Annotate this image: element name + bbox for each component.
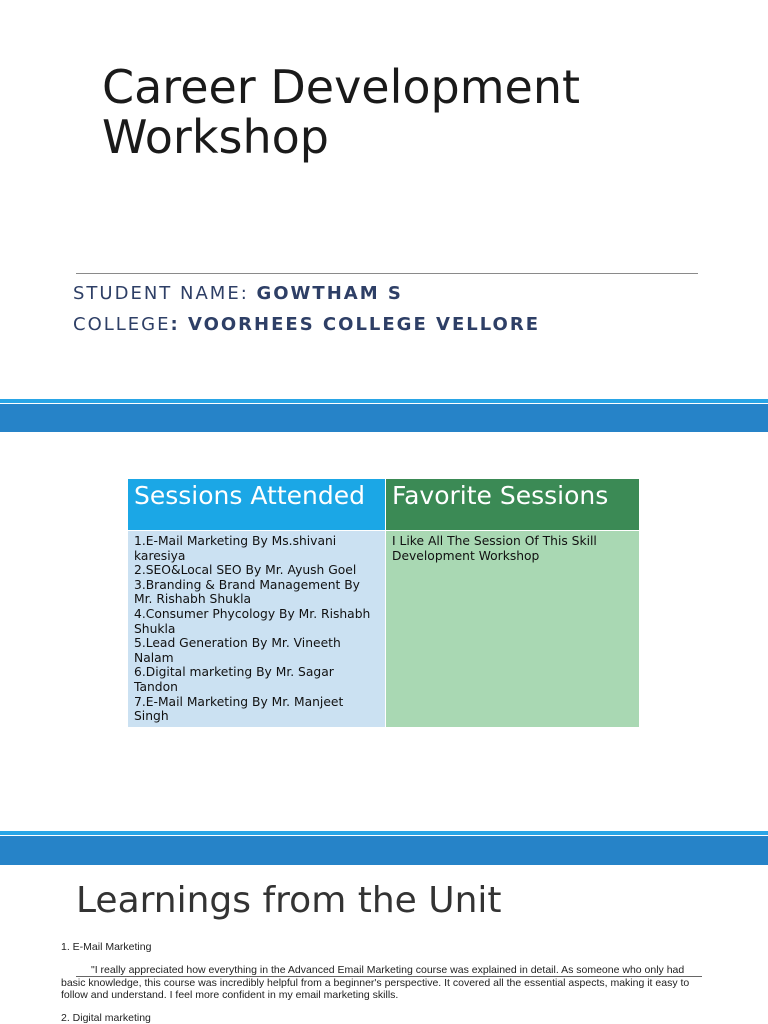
table-row (128, 531, 640, 728)
favorite-sessions-header: Favorite Sessions (386, 479, 640, 531)
college-value: : VOORHEES COLLEGE VELLORE (170, 314, 540, 335)
student-name-line (73, 283, 403, 304)
sessions-attended-header: Sessions Attended (128, 479, 386, 531)
divider-band-top-accent (0, 399, 768, 403)
learning-item-text: "I really appreciated how everything in the Advanced Email Marketing course was explained in detail. As someone who only had basic knowledge, this course was incredibly helpful from a beginner's perspective. It covered all the essential aspects, making it easy to follow and understand. I feel more confident in my email marketing skills. (61, 964, 690, 1001)
sessions-table (127, 478, 640, 728)
table-header-row (128, 479, 640, 531)
college-line (73, 314, 540, 335)
session-item: 7.E-Mail Marketing By Mr. Manjeet Singh (134, 694, 344, 724)
learnings-heading: Learnings from the Unit (76, 880, 502, 921)
session-item: 2.SEO&Local SEO By Mr. Ayush Goel (134, 563, 357, 578)
session-item: 3.Branding & Brand Management By Mr. Rishabh Shukla (134, 577, 360, 607)
divider-band-top (0, 404, 768, 432)
student-name-label: STUDENT NAME: (73, 283, 257, 304)
session-item: 5.Lead Generation By Mr. Vineeth Nalam (134, 636, 341, 665)
session-item: 4.Consumer Phycology By Mr. Rishabh Shukla (134, 606, 371, 636)
sessions-attended-cell (128, 531, 386, 728)
title-divider (76, 273, 698, 274)
student-name-value: GOWTHAM S (256, 283, 403, 304)
session-item: 1.E-Mail Marketing By Ms.shivani karesiya (134, 534, 337, 563)
title-line-2: Workshop (102, 110, 329, 164)
college-label: COLLEGE (73, 314, 171, 335)
divider-band-bottom-accent (0, 831, 768, 835)
session-item: 6.Digital marketing By Mr. Sagar Tandon (134, 665, 334, 694)
title-line-1: Career Development (102, 60, 581, 114)
favorite-sessions-cell: I Like All The Session Of This Skill Development Workshop (386, 531, 640, 728)
learning-item-title: 2. Digital marketing (61, 1012, 151, 1024)
divider-band-bottom (0, 836, 768, 865)
document-title (102, 62, 580, 162)
learning-item-title: 1. E-Mail Marketing (61, 941, 152, 953)
